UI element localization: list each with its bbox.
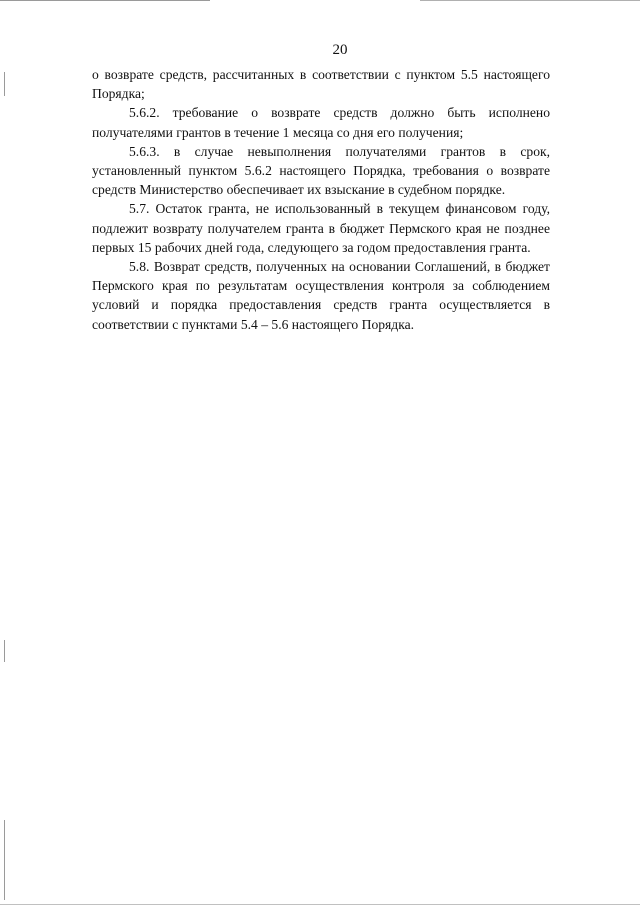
paragraph-5-8: 5.8. Возврат средств, полученных на основании Соглашений, в бюджет Пермского края по результатам осуществления контроля за соблюдением условий и порядка предоставления средств гранта осуществляется в соответствии с пунктами 5.4 – 5.6 настоящего Порядка.	[92, 259, 550, 332]
scan-margin-mark	[4, 640, 5, 662]
paragraph-5-6-3: 5.6.3. в случае невыполнения получателями грантов в срок, установленный пунктом 5.6.2 настоящего Порядка, требования о возврате средств Министерство обеспечивает их взыскание в судебном порядке.	[92, 143, 550, 198]
document-body	[92, 65, 550, 334]
paragraph-5-6-2: 5.6.2. требование о возврате средств должно быть исполнено получателями грантов в течение 1 месяца со дня его получения;	[92, 105, 550, 140]
scan-margin-mark	[4, 820, 5, 900]
paragraph-5-7: 5.7. Остаток гранта, не использованный в текущем финансовом году, подлежит возврату получателем гранта в бюджет Пермского края не позднее первых 15 рабочих дней года, следующего за годом предоставления гранта.	[92, 201, 550, 255]
page-number: 20	[332, 42, 348, 58]
scan-margin-mark	[4, 72, 5, 96]
scan-edge-top-right	[420, 0, 640, 1]
paragraph-continuation: о возврате средств, рассчитанных в соответствии с пунктом 5.5 настоящего Порядка;	[92, 67, 550, 102]
scan-edge-top	[0, 0, 210, 1]
